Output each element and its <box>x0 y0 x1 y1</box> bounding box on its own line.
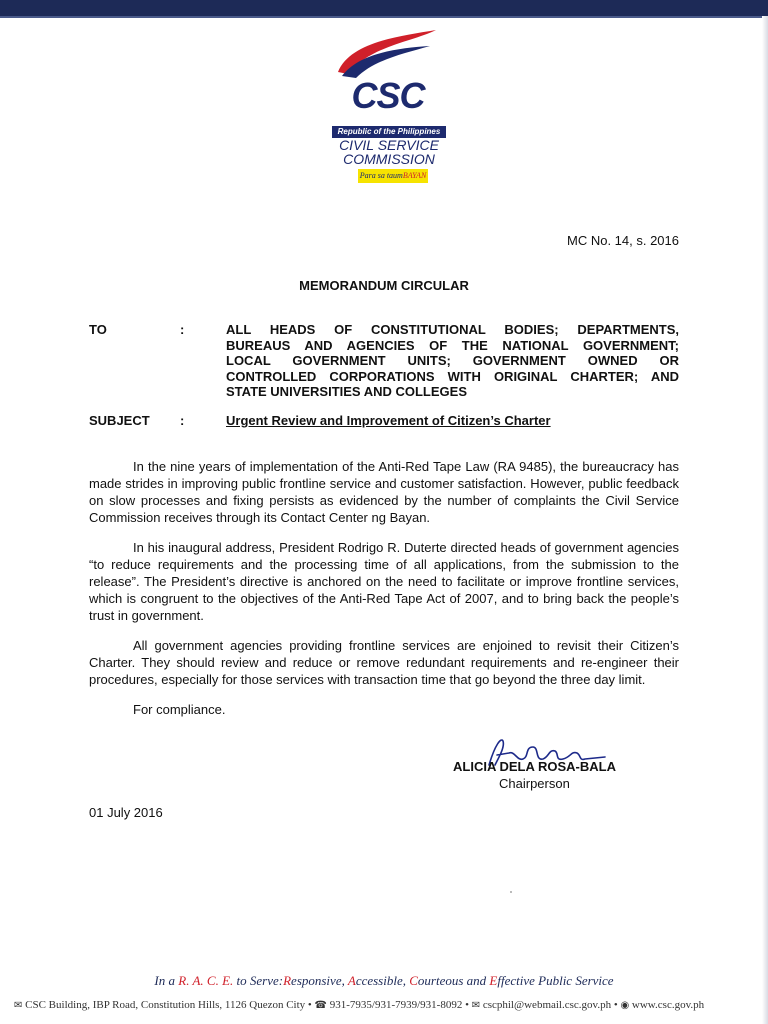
tagline-bayan: BAYAN <box>402 171 427 180</box>
logo-name-line1: CIVIL SERVICE <box>339 137 439 153</box>
to-line: BUREAUS AND AGENCIES OF THE NATIONAL GOVERNMENT; <box>226 337 679 353</box>
footer-address: CSC Building, IBP Road, Constitution Hills, 1126 Quezon City • <box>25 999 312 1011</box>
tagline-text: Para sa taum <box>359 171 403 180</box>
body-paragraph <box>89 701 679 718</box>
body-paragraph <box>89 539 679 624</box>
paragraph-text: All government agencies providing frontline services are enjoined to revisit their Citizen’s Charter. They should review and reduce or remove redundant requirements and re-engineer their procedures, especially for those services with transaction time that go beyond the three day limit. <box>89 638 679 687</box>
to-line: ALL HEADS OF CONSTITUTIONAL BODIES; DEPARTMENTS, <box>226 322 679 337</box>
paragraph-text: In his inaugural address, President Rodrigo R. Duterte directed heads of government agencies “to reduce requirements and the processing time of all applications, from the submission to the release”. The President’s directive is anchored on the need to facilitate or improve frontline services, which is congruent to the objectives of the Anti-Red Tape Act of 2007, and to bring back the people’s trust in government. <box>89 540 679 623</box>
to-line: STATE UNIVERSITIES AND COLLEGES <box>226 384 468 399</box>
subject-label: SUBJECT <box>89 413 150 428</box>
mail-icon: ✉ <box>14 1000 23 1011</box>
scan-speck <box>510 891 512 893</box>
to-label: TO <box>89 322 107 337</box>
footer-email[interactable]: cscphil@webmail.csc.gov.ph • <box>482 999 618 1011</box>
subject-colon: : <box>180 413 185 428</box>
paragraph-text: In the nine years of implementation of the Anti-Red Tape Law (RA 9485), the bureaucracy has made strides in improving public frontline service and customer satisfaction. However, public feedback on slow processes and fixing persists as evidenced by the number of complaints the Civil Service Commission receives through its Contact Center ng Bayan. <box>89 459 679 525</box>
motto-prefix: In a <box>154 973 176 988</box>
scan-edge <box>762 16 768 1024</box>
memo-date: 01 July 2016 <box>89 805 163 820</box>
body-paragraph <box>89 458 679 526</box>
memo-number: MC No. 14, s. 2016 <box>567 233 679 248</box>
memo-title: MEMORANDUM CIRCULAR <box>299 278 469 293</box>
paragraph-text: For compliance. <box>133 702 226 717</box>
signatory-title: Chairperson <box>499 776 570 791</box>
globe-icon: ◉ <box>620 1000 630 1011</box>
motto-mid: to Serve: <box>236 973 284 988</box>
motto-acronym: R. A. C. E. <box>178 973 234 988</box>
csc-logo <box>330 28 450 180</box>
motto-initial: C <box>409 973 418 988</box>
motto-word: esponsive, <box>291 973 348 988</box>
motto-initial: E <box>489 973 498 988</box>
signatory-name: ALICIA DELA ROSA-BALA <box>453 759 616 774</box>
top-border <box>0 0 768 16</box>
logo-acronym: CSC <box>351 75 425 116</box>
footer-motto <box>0 973 768 989</box>
motto-initial: R <box>283 973 292 988</box>
subject-text: Urgent Review and Improvement of Citizen’s Charter <box>226 413 551 428</box>
logo-name-line2: COMMISSION <box>343 151 435 167</box>
email-icon: ✉ <box>471 1000 481 1011</box>
motto-word: ffective Public Service <box>497 973 614 988</box>
logo-tagline <box>358 169 428 183</box>
logo-republic: Republic of the Philippines <box>332 126 446 138</box>
motto-word: ourteous and <box>417 973 490 988</box>
phone-icon: ☎ <box>314 1000 327 1011</box>
to-colon: : <box>180 322 185 337</box>
motto-initial: A <box>347 973 356 988</box>
body-paragraph <box>89 637 679 688</box>
to-recipients <box>226 322 679 400</box>
motto-word: ccessible, <box>355 973 410 988</box>
to-line: CONTROLLED CORPORATIONS WITH ORIGINAL CHARTER; AND <box>226 368 679 384</box>
footer-phone: 931-7935/931-7939/931-8092 • <box>329 999 469 1011</box>
to-line: LOCAL GOVERNMENT UNITS; GOVERNMENT OWNED OR <box>226 353 679 368</box>
footer-website[interactable]: www.csc.gov.ph <box>631 999 705 1011</box>
footer-contact <box>14 999 704 1011</box>
